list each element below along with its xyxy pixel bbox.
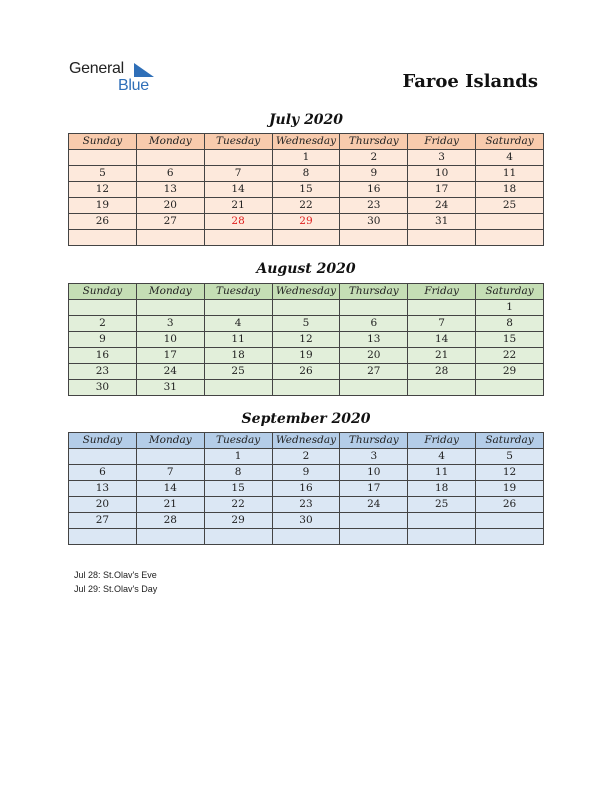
day-cell: 27 (69, 513, 137, 529)
day-cell: 15 (476, 332, 544, 348)
weekday-header: Thursday (340, 433, 408, 449)
month-table (68, 283, 544, 396)
day-cell: 31 (408, 214, 476, 230)
weekday-header: Sunday (69, 433, 137, 449)
day-cell: 5 (476, 449, 544, 465)
day-cell (69, 150, 137, 166)
day-cell: 24 (136, 364, 204, 380)
day-cell: 5 (69, 166, 137, 182)
day-cell: 17 (340, 481, 408, 497)
week-row (69, 465, 544, 481)
day-cell (204, 150, 272, 166)
week-row (69, 182, 544, 198)
day-cell: 18 (408, 481, 476, 497)
day-cell (408, 513, 476, 529)
day-cell (136, 230, 204, 246)
week-row (69, 214, 544, 230)
day-cell: 28 (204, 214, 272, 230)
day-cell: 13 (69, 481, 137, 497)
weekday-header: Monday (136, 433, 204, 449)
day-cell (136, 449, 204, 465)
week-row (69, 364, 544, 380)
holiday-notes (74, 568, 157, 596)
day-cell: 26 (69, 214, 137, 230)
month-table (68, 432, 544, 545)
day-cell: 10 (408, 166, 476, 182)
weekday-header: Thursday (340, 284, 408, 300)
day-cell (340, 513, 408, 529)
day-cell: 27 (340, 364, 408, 380)
day-cell: 15 (204, 481, 272, 497)
day-cell: 29 (204, 513, 272, 529)
week-row (69, 230, 544, 246)
week-row (69, 198, 544, 214)
day-cell: 14 (204, 182, 272, 198)
weekday-header: Friday (408, 284, 476, 300)
weekday-header: Saturday (476, 284, 544, 300)
weekday-header: Tuesday (204, 433, 272, 449)
weekday-header: Sunday (69, 284, 137, 300)
day-cell: 12 (69, 182, 137, 198)
day-cell: 9 (340, 166, 408, 182)
month-table (68, 133, 544, 246)
day-cell (136, 150, 204, 166)
day-cell: 19 (476, 481, 544, 497)
day-cell: 11 (476, 166, 544, 182)
day-cell: 16 (340, 182, 408, 198)
day-cell (340, 300, 408, 316)
day-cell: 4 (476, 150, 544, 166)
day-cell: 20 (69, 497, 137, 513)
day-cell: 17 (408, 182, 476, 198)
day-cell (204, 380, 272, 396)
day-cell: 14 (408, 332, 476, 348)
day-cell: 22 (272, 198, 340, 214)
day-cell: 6 (340, 316, 408, 332)
day-cell: 30 (69, 380, 137, 396)
day-cell (136, 300, 204, 316)
day-cell: 22 (204, 497, 272, 513)
day-cell (340, 230, 408, 246)
day-cell: 2 (69, 316, 137, 332)
day-cell (340, 380, 408, 396)
day-cell (272, 230, 340, 246)
day-cell (476, 529, 544, 545)
day-cell: 26 (272, 364, 340, 380)
day-cell: 19 (272, 348, 340, 364)
day-cell: 18 (476, 182, 544, 198)
day-cell: 3 (136, 316, 204, 332)
day-cell: 30 (272, 513, 340, 529)
day-cell (272, 529, 340, 545)
day-cell (340, 529, 408, 545)
day-cell: 8 (476, 316, 544, 332)
day-cell: 7 (408, 316, 476, 332)
weekday-header: Monday (136, 284, 204, 300)
day-cell: 6 (136, 166, 204, 182)
month-title: August 2020 (256, 261, 356, 277)
day-cell (408, 300, 476, 316)
day-cell: 6 (69, 465, 137, 481)
day-cell: 25 (204, 364, 272, 380)
day-cell: 29 (476, 364, 544, 380)
day-cell (408, 230, 476, 246)
day-cell (69, 529, 137, 545)
day-cell: 12 (476, 465, 544, 481)
day-cell: 31 (136, 380, 204, 396)
week-row (69, 316, 544, 332)
week-row (69, 497, 544, 513)
weekday-header-row (69, 134, 544, 150)
day-cell: 13 (136, 182, 204, 198)
day-cell (272, 380, 340, 396)
day-cell: 10 (136, 332, 204, 348)
day-cell (204, 230, 272, 246)
day-cell: 1 (204, 449, 272, 465)
day-cell: 20 (136, 198, 204, 214)
day-cell: 23 (340, 198, 408, 214)
day-cell: 28 (136, 513, 204, 529)
weekday-header: Friday (408, 134, 476, 150)
day-cell (476, 230, 544, 246)
day-cell (204, 529, 272, 545)
day-cell: 5 (272, 316, 340, 332)
day-cell (69, 449, 137, 465)
day-cell: 1 (476, 300, 544, 316)
day-cell: 19 (69, 198, 137, 214)
week-row (69, 150, 544, 166)
day-cell: 8 (272, 166, 340, 182)
day-cell: 3 (408, 150, 476, 166)
holiday-note: Jul 29: St.Olav's Day (74, 584, 158, 594)
day-cell: 2 (340, 150, 408, 166)
day-cell: 10 (340, 465, 408, 481)
day-cell: 22 (476, 348, 544, 364)
day-cell (204, 300, 272, 316)
weekday-header: Tuesday (204, 284, 272, 300)
day-cell (136, 529, 204, 545)
week-row (69, 348, 544, 364)
day-cell: 11 (204, 332, 272, 348)
week-row (69, 380, 544, 396)
day-cell: 8 (204, 465, 272, 481)
day-cell: 18 (204, 348, 272, 364)
week-row (69, 529, 544, 545)
holiday-note: Jul 28: St.Olav's Eve (74, 570, 157, 580)
day-cell: 26 (476, 497, 544, 513)
weekday-header: Friday (408, 433, 476, 449)
day-cell: 21 (136, 497, 204, 513)
weekday-header: Saturday (476, 433, 544, 449)
day-cell: 11 (408, 465, 476, 481)
day-cell (476, 214, 544, 230)
weekday-header: Tuesday (204, 134, 272, 150)
day-cell (476, 380, 544, 396)
day-cell: 24 (340, 497, 408, 513)
weekday-header: Saturday (476, 134, 544, 150)
logo-text-general: General (69, 60, 124, 77)
weekday-header: Thursday (340, 134, 408, 150)
weekday-header: Wednesday (272, 134, 340, 150)
day-cell: 3 (340, 449, 408, 465)
day-cell (272, 300, 340, 316)
day-cell: 16 (69, 348, 137, 364)
day-cell: 23 (69, 364, 137, 380)
day-cell: 1 (272, 150, 340, 166)
logo-triangle-icon (134, 63, 154, 77)
weekday-header: Wednesday (272, 284, 340, 300)
weekday-header: Monday (136, 134, 204, 150)
week-row (69, 513, 544, 529)
week-row (69, 332, 544, 348)
day-cell: 27 (136, 214, 204, 230)
day-cell: 30 (340, 214, 408, 230)
day-cell (408, 529, 476, 545)
day-cell: 9 (69, 332, 137, 348)
day-cell: 13 (340, 332, 408, 348)
day-cell: 15 (272, 182, 340, 198)
day-cell (69, 300, 137, 316)
day-cell: 28 (408, 364, 476, 380)
day-cell: 7 (204, 166, 272, 182)
day-cell: 23 (272, 497, 340, 513)
day-cell: 9 (272, 465, 340, 481)
week-row (69, 449, 544, 465)
logo-text-blue: Blue (118, 77, 149, 94)
week-row (69, 166, 544, 182)
day-cell: 4 (204, 316, 272, 332)
weekday-header: Wednesday (272, 433, 340, 449)
month-title: September 2020 (241, 411, 371, 427)
day-cell: 16 (272, 481, 340, 497)
weekday-header: Sunday (69, 134, 137, 150)
day-cell: 25 (408, 497, 476, 513)
day-cell: 25 (476, 198, 544, 214)
day-cell: 21 (408, 348, 476, 364)
week-row (69, 300, 544, 316)
day-cell: 14 (136, 481, 204, 497)
month-title: July 2020 (268, 112, 344, 128)
brand-logo (69, 60, 169, 96)
week-row (69, 481, 544, 497)
day-cell: 4 (408, 449, 476, 465)
weekday-header-row (69, 433, 544, 449)
day-cell: 24 (408, 198, 476, 214)
day-cell (408, 380, 476, 396)
day-cell: 2 (272, 449, 340, 465)
day-cell (476, 513, 544, 529)
day-cell (69, 230, 137, 246)
day-cell: 7 (136, 465, 204, 481)
day-cell: 21 (204, 198, 272, 214)
country-title: Faroe Islands (402, 71, 538, 92)
day-cell: 20 (340, 348, 408, 364)
day-cell: 29 (272, 214, 340, 230)
weekday-header-row (69, 284, 544, 300)
day-cell: 12 (272, 332, 340, 348)
day-cell: 17 (136, 348, 204, 364)
